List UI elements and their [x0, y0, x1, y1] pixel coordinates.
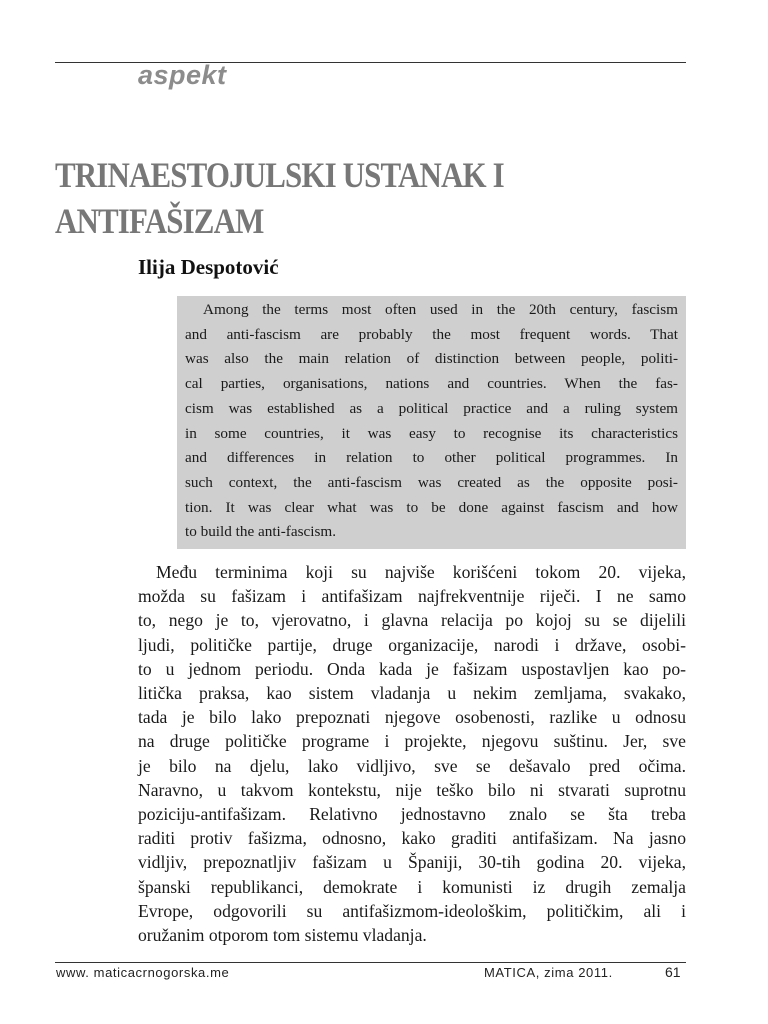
- abstract-line: to build the anti-fascism.: [185, 523, 336, 541]
- body-line: Naravno, u takvom kontekstu, nije teško bilo ni stvarati suprotnu: [138, 779, 686, 800]
- article-title: [55, 152, 605, 244]
- body-line: vidljiv, prepoznatljiv fašizam u Španiji, 30-tih godina 20. vijeka,: [138, 852, 686, 873]
- body-line: Među terminima koji su najviše korišćeni tokom 20. vijeka,: [156, 562, 686, 582]
- body-line: litička praksa, kao sistem vladanja u nekim zemljama, svakako,: [138, 683, 686, 704]
- title-line: TRINAESTOJULSKI USTANAK I: [55, 155, 504, 195]
- body-line: tada je bilo lako prepoznati njegove osobenosti, razlike u odnosu: [138, 707, 686, 728]
- page-number: 61: [665, 964, 681, 980]
- abstract-line: was also the main relation of distinction between people, politi-: [185, 350, 678, 368]
- body-line: Evrope, odgovorili su antifašizmom-ideološkim, političkim, ali i: [138, 900, 686, 921]
- footer-issue: MATICA, zima 2011.: [484, 965, 613, 980]
- body-paragraph: [138, 560, 686, 947]
- abstract-line: and anti-fascism are probably the most frequent words. That: [185, 325, 678, 343]
- section-label: aspekt: [138, 60, 227, 90]
- abstract-line: cal parties, organisations, nations and countries. When the fas-: [185, 375, 678, 393]
- abstract-line: Among the terms most often used in the 20th century, fascism: [203, 301, 678, 318]
- body-line: to, nego je to, vjerovatno, i glavna relacija po kojoj su se dijelili: [138, 610, 686, 631]
- body-line: možda su fašizam i antifašizam najfrekventnije riječi. I ne samo: [138, 586, 686, 607]
- body-line: raditi protiv fašizma, odnosno, kako graditi antifašizam. Na jasno: [138, 828, 686, 849]
- abstract-line: tion. It was clear what was to be done against fascism and how: [185, 498, 678, 516]
- abstract-line: such context, the anti-fascism was created as the opposite posi-: [185, 473, 678, 491]
- body-line: poziciju-antifašizam. Relativno jednostavno znalo se šta treba: [138, 804, 686, 825]
- body-line: to u jednom periodu. Onda kada je fašizam uspostavljen kao po-: [138, 658, 686, 679]
- footer-url: www. maticacrnogorska.me: [56, 965, 230, 980]
- body-line: španski republikanci, demokrate i komunisti iz drugih zemalja: [138, 876, 686, 897]
- abstract-line: in some countries, it was easy to recognise its characteristics: [185, 424, 678, 442]
- body-line: na druge političke programe i projekte, njegovu suštinu. Jer, sve: [138, 731, 686, 752]
- abstract-box: [177, 296, 686, 549]
- title-line: ANTIFAŠIZAM: [55, 201, 264, 241]
- abstract-line: and differences in relation to other political programmes. In: [185, 449, 678, 467]
- body-line: je bilo na djelu, lako vidljivo, sve se dešavalo pred očima.: [138, 755, 686, 776]
- footer-rule: [55, 962, 686, 963]
- author-name: Ilija Despotović: [138, 255, 279, 279]
- body-line: ljudi, političke partije, druge organizacije, narodi i države, osobi-: [138, 634, 686, 655]
- abstract-line: cism was established as a political practice and a ruling system: [185, 399, 678, 417]
- body-line: oružanim otporom tom sistemu vladanja.: [138, 925, 427, 946]
